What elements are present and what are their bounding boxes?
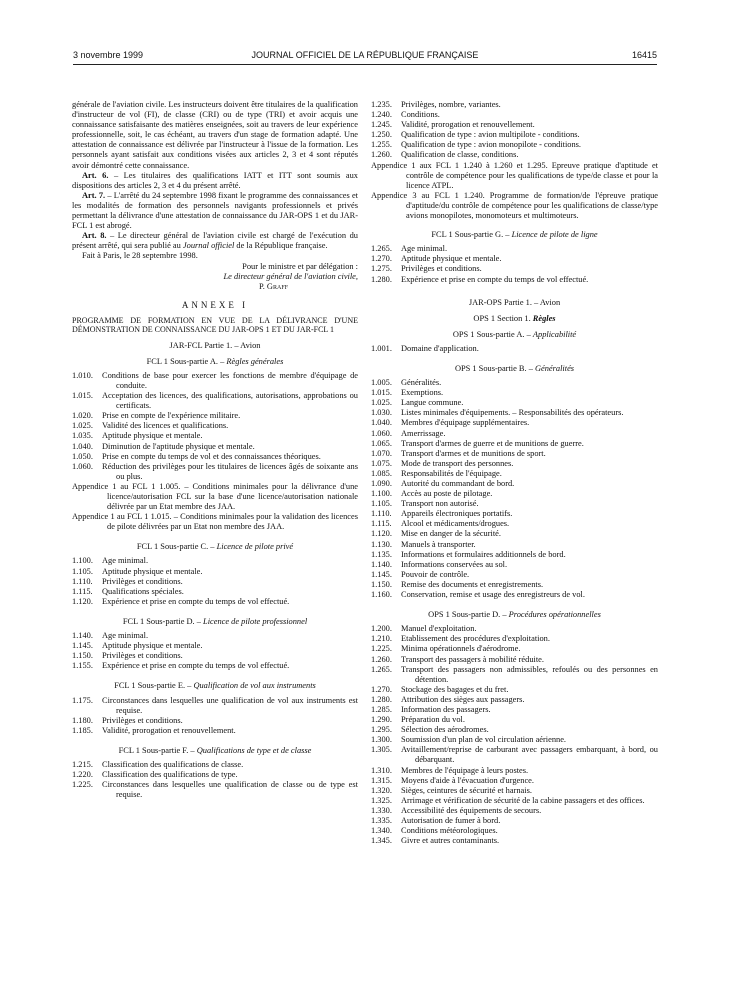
item-number: 1.175. xyxy=(72,695,93,705)
item-text: Avitaillement/reprise de carburant avec passagers embarquant, à bord, ou débarquant. xyxy=(401,745,658,765)
item-text: Stockage des bagages et du fret. xyxy=(401,684,509,694)
section-d-heading: FCL 1 Sous-partie D. – Licence de pilote professionnel xyxy=(122,616,308,626)
list-item xyxy=(371,655,658,665)
item-text: Remise des documents et enregistrements. xyxy=(401,579,544,589)
list-item xyxy=(72,726,358,736)
left-column xyxy=(72,100,358,800)
list-item xyxy=(371,776,658,786)
item-number: 1.135. xyxy=(371,549,392,559)
item-number: 1.035. xyxy=(72,431,93,441)
header-journal-title: JOURNAL OFFICIEL DE LA RÉPUBLIQUE FRANÇAISE xyxy=(251,50,479,60)
article-8-label: Art. 8. xyxy=(82,231,107,241)
signataire: P. Graff xyxy=(259,281,288,291)
item-text: Prise en compte du temps de vol et des connaissances théoriques. xyxy=(102,451,321,461)
list-item xyxy=(371,408,658,418)
section-a-heading: FCL 1 Sous-partie A. – Règles générales xyxy=(146,356,284,366)
item-number: 1.185. xyxy=(72,725,93,735)
list-item xyxy=(371,479,658,489)
list-item xyxy=(371,264,658,274)
list-item xyxy=(371,344,658,354)
header-rule xyxy=(73,64,657,65)
article-8-journal: Journal officiel xyxy=(182,241,235,251)
list-item xyxy=(72,452,358,462)
item-number: 1.105. xyxy=(72,566,93,576)
article-7 xyxy=(72,191,358,231)
jar-ops-heading: JAR-OPS Partie 1. – Avion xyxy=(468,297,561,307)
item-text: Listes minimales d'équipements. – Responsabilités des opérateurs. xyxy=(401,408,624,418)
article-7-text: – L'arrêté du 24 septembre 1998 fixant le programme des connaissances et les modalités de formation des personnels navigants professionnels et privés permettant la délivrance d'une attestation de connaissance du JAR-OPS 1 et du JAR-FCL 1 est abrogé. xyxy=(72,190,358,231)
list-item xyxy=(371,634,658,644)
item-number: 1.245. xyxy=(371,120,392,130)
list-item xyxy=(371,796,658,806)
item-number: 1.110. xyxy=(72,576,93,586)
section-e-list xyxy=(72,696,358,736)
item-text: Moyens d'aide à l'évacuation d'urgence. xyxy=(401,775,534,785)
section-f-list-continued xyxy=(371,100,658,161)
section-c-list xyxy=(72,556,358,606)
item-number: 1.040. xyxy=(72,441,93,451)
item-text: Diminution de l'aptitude physique et mentale. xyxy=(102,441,255,451)
list-item xyxy=(371,766,658,776)
item-text: Etablissement des procédures d'exploitation. xyxy=(401,634,550,644)
item-number: 1.100. xyxy=(72,556,93,566)
item-number: 1.305. xyxy=(371,745,392,755)
item-text: Age minimal. xyxy=(102,556,149,566)
item-text: Mode de transport des personnes. xyxy=(401,458,514,468)
item-text: Validité, prorogation et renouvellement. xyxy=(102,725,236,735)
item-text: Préparation du vol. xyxy=(401,715,465,725)
appendix-a2: Appendice 1 au FCL 1 1.015. – Conditions minimales pour la validation des licences de pilote délivrées par un Etat non membre des JAA. xyxy=(72,512,358,532)
item-number: 1.115. xyxy=(72,586,93,596)
annexe-title: ANNEXE I xyxy=(181,299,249,310)
item-number: 1.225. xyxy=(72,780,93,790)
item-text: Langue commune. xyxy=(401,398,464,408)
item-text: Arrimage et vérification de sécurité de la cabine passagers et des offices. xyxy=(401,795,645,805)
item-number: 1.290. xyxy=(371,715,392,725)
article-8-end: de la République française. xyxy=(234,241,328,251)
list-item xyxy=(72,577,358,587)
item-text: Conditions météorologiques. xyxy=(401,826,498,836)
item-number: 1.150. xyxy=(371,579,392,589)
list-item xyxy=(371,550,658,560)
list-item xyxy=(72,780,358,800)
item-text: Aptitude physique et mentale. xyxy=(102,431,203,441)
item-text: Amerrissage. xyxy=(401,428,446,438)
item-number: 1.065. xyxy=(371,438,392,448)
item-text: Autorité du commandant de bord. xyxy=(401,479,515,488)
item-number: 1.240. xyxy=(371,110,392,120)
item-text: Soumission d'un plan de vol circulation aérienne. xyxy=(401,735,567,745)
item-text: Privilèges et conditions. xyxy=(102,715,183,725)
item-number: 1.140. xyxy=(72,631,93,641)
article-8 xyxy=(72,231,358,251)
item-text: Alcool et médicaments/drogues. xyxy=(401,519,510,529)
item-number: 1.275. xyxy=(371,264,392,274)
section-g-heading: FCL 1 Sous-partie G. – Licence de pilote de ligne xyxy=(431,230,598,240)
item-text: Acceptation des licences, des qualifications, autorisations, approbations ou certificats. xyxy=(102,391,358,411)
item-text: Sièges, ceintures de sécurité et harnais. xyxy=(401,785,532,795)
item-number: 1.285. xyxy=(371,704,392,714)
item-number: 1.210. xyxy=(371,634,392,644)
section-c-heading: FCL 1 Sous-partie C. – Licence de pilote privé xyxy=(136,542,294,552)
item-text: Membres d'équipage supplémentaires. xyxy=(401,418,530,428)
item-text: Qualification de type : avion monopilote - conditions. xyxy=(401,140,582,150)
jar-fcl-heading: JAR-FCL Partie 1. – Avion xyxy=(169,340,261,350)
item-text: Accès au poste de pilotage. xyxy=(401,489,493,499)
ops-section-b-list xyxy=(371,378,658,600)
item-text: Transport des passagers à mobilité réduite. xyxy=(401,654,544,664)
list-item xyxy=(72,597,358,607)
item-number: 1.260. xyxy=(371,150,392,160)
article-8-text: – Le directeur général de l'aviation civile est chargé de l'exécution du présent arrêté, qui sera publié au xyxy=(72,231,358,251)
list-item xyxy=(371,806,658,816)
list-item xyxy=(371,254,658,264)
list-item xyxy=(72,421,358,431)
item-text: Membres de l'équipage à leurs postes. xyxy=(401,765,529,775)
list-item xyxy=(371,519,658,529)
item-number: 1.270. xyxy=(371,684,392,694)
section-f-list xyxy=(72,760,358,800)
article-6-text: – Les titulaires des qualifications IATT et ITT sont soumis aux dispositions des articles 2, 3 et 4 du présent arrêté. xyxy=(72,170,358,190)
item-number: 1.280. xyxy=(371,274,392,284)
item-number: 1.225. xyxy=(371,644,392,654)
item-text: Attribution des sièges aux passagers. xyxy=(401,694,525,704)
list-item xyxy=(371,695,658,705)
item-number: 1.280. xyxy=(371,694,392,704)
list-item xyxy=(371,469,658,479)
item-text: Informations conservées au sol. xyxy=(401,559,508,569)
item-number: 1.110. xyxy=(371,509,392,519)
item-number: 1.120. xyxy=(371,529,392,539)
item-number: 1.060. xyxy=(72,461,93,471)
item-number: 1.235. xyxy=(371,100,392,109)
item-text: Conditions. xyxy=(401,110,440,120)
list-item xyxy=(371,570,658,580)
item-number: 1.335. xyxy=(371,816,392,825)
item-number: 1.030. xyxy=(371,408,392,418)
list-item xyxy=(371,120,658,130)
list-item xyxy=(72,411,358,421)
list-item xyxy=(371,489,658,499)
list-item xyxy=(72,661,358,671)
item-text: Validité des licences et qualifications. xyxy=(102,421,229,431)
item-number: 1.315. xyxy=(371,775,392,785)
item-text: Givre et autres contaminants. xyxy=(401,836,500,846)
list-item xyxy=(72,760,358,770)
item-text: Qualification de type : avion multipilote - conditions. xyxy=(401,130,580,140)
item-text: Qualifications spéciales. xyxy=(102,586,184,596)
list-item xyxy=(371,398,658,408)
ops-section-a-heading: OPS 1 Sous-partie A. – Applicabilité xyxy=(452,329,577,339)
ops-section-1-heading: OPS 1 Section 1. Règles xyxy=(473,313,556,323)
item-number: 1.060. xyxy=(371,428,392,438)
item-number: 1.015. xyxy=(72,391,93,401)
item-number: 1.025. xyxy=(371,398,392,408)
list-item xyxy=(371,745,658,765)
list-item xyxy=(371,715,658,725)
list-item xyxy=(371,725,658,735)
item-number: 1.255. xyxy=(371,140,392,150)
list-item xyxy=(371,100,658,110)
item-text: Manuel d'exploitation. xyxy=(401,624,477,634)
item-number: 1.265. xyxy=(371,664,392,674)
item-text: Réduction des privilèges pour les titulaires de licences âgés de soixante ans ou plus. xyxy=(102,461,358,481)
list-item xyxy=(371,378,658,388)
list-item xyxy=(371,705,658,715)
list-item xyxy=(371,244,658,254)
list-item xyxy=(371,644,658,654)
item-number: 1.015. xyxy=(371,388,392,398)
section-d-list xyxy=(72,631,358,671)
list-item xyxy=(371,509,658,519)
item-number: 1.010. xyxy=(72,370,93,380)
item-text: Aptitude physique et mentale. xyxy=(102,641,203,651)
list-item xyxy=(371,449,658,459)
item-text: Transport des passagers non admissibles, refoulés ou des personnes en détention. xyxy=(401,664,658,684)
list-item xyxy=(72,716,358,726)
item-text: Transport non autorisé. xyxy=(401,499,479,509)
item-number: 1.250. xyxy=(371,130,392,140)
list-item xyxy=(371,735,658,745)
article-6-label: Art. 6. xyxy=(82,170,109,180)
item-text: Accessibilité des équipements de secours. xyxy=(401,805,542,815)
list-item xyxy=(371,388,658,398)
ops-section-d-heading: OPS 1 Sous-partie D. – Procédures opérationnelles xyxy=(428,610,601,620)
ops-section-b-heading: OPS 1 Sous-partie B. – Généralités xyxy=(454,363,575,373)
list-item xyxy=(371,786,658,796)
item-text: Sélection des aérodromes. xyxy=(401,725,489,735)
item-text: Privilèges et conditions. xyxy=(102,576,183,586)
list-item xyxy=(371,685,658,695)
item-text: Généralités. xyxy=(401,378,442,388)
item-number: 1.140. xyxy=(371,559,392,569)
item-number: 1.330. xyxy=(371,805,392,815)
item-text: Domaine d'application. xyxy=(401,343,479,353)
item-number: 1.270. xyxy=(371,254,392,264)
item-text: Privilèges et conditions. xyxy=(401,264,482,274)
list-item xyxy=(371,624,658,634)
item-text: Expérience et prise en compte du temps de vol effectué. xyxy=(401,274,589,284)
item-number: 1.200. xyxy=(371,624,392,634)
list-item xyxy=(371,110,658,120)
item-number: 1.345. xyxy=(371,836,392,846)
list-item xyxy=(371,580,658,590)
list-item xyxy=(371,560,658,570)
list-item xyxy=(371,140,658,150)
list-item xyxy=(72,696,358,716)
item-text: Informations et formulaires additionnels de bord. xyxy=(401,549,566,559)
delegation-line: Pour le ministre et par délégation : xyxy=(242,261,358,271)
list-item xyxy=(371,665,658,685)
appendix-a1: Appendice 1 au FCL 1 1.005. – Conditions minimales pour la délivrance d'une licence/autorisation FCL sur la base d'une licence/autorisation nationale délivrée par un Etat membre des JAA. xyxy=(72,481,358,512)
item-number: 1.295. xyxy=(371,725,392,735)
item-number: 1.265. xyxy=(371,244,392,254)
section-a-list xyxy=(72,371,358,482)
item-text: Prise en compte de l'expérience militaire. xyxy=(102,411,241,421)
item-number: 1.115. xyxy=(371,519,392,529)
list-item xyxy=(371,130,658,140)
list-item xyxy=(371,826,658,836)
programme-title: PROGRAMME DE FORMATION EN VUE DE LA DÉLIVRANCE D'UNE DÉMONSTRATION DE CONNAISSANCE DU JAR-OPS 1 ET DU JAR-FCL 1 xyxy=(72,315,358,335)
list-item xyxy=(371,275,658,285)
item-number: 1.145. xyxy=(72,641,93,651)
appendix-f2: Appendice 3 au FCL 1 1.240. Programme de formation/de l'épreuve pratique d'aptitude/du contrôle de compétence pour les qualifications de classe/type avions monopilotes, monomoteurs et multimoteurs. xyxy=(371,190,658,221)
item-number: 1.180. xyxy=(72,715,93,725)
article-6 xyxy=(72,171,358,191)
list-item xyxy=(72,587,358,597)
item-text: Circonstances dans lesquelles une qualification de classe ou de type est requise. xyxy=(102,780,358,800)
list-item xyxy=(72,556,358,566)
list-item xyxy=(371,439,658,449)
item-number: 1.145. xyxy=(371,569,392,579)
item-number: 1.085. xyxy=(371,468,392,478)
ops-section-a-list xyxy=(371,344,658,354)
item-text: Qualification de classe, conditions. xyxy=(401,150,519,160)
item-number: 1.070. xyxy=(371,448,392,458)
list-item xyxy=(72,371,358,391)
list-item xyxy=(371,590,658,600)
list-item xyxy=(371,529,658,539)
item-text: Validité, prorogation et renouvellement. xyxy=(401,120,535,130)
header-page-number: 16415 xyxy=(631,50,657,60)
item-number: 1.100. xyxy=(371,489,392,499)
fait-a-paris: Fait à Paris, le 28 septembre 1998. xyxy=(82,251,198,261)
directeur-line: Le directeur général de l'aviation civile, xyxy=(223,271,358,281)
item-text: Age minimal. xyxy=(102,631,149,641)
item-text: Classification des qualifications de type. xyxy=(102,770,238,780)
list-item xyxy=(371,459,658,469)
item-text: Minima opérationnels d'aérodrome. xyxy=(401,644,521,654)
item-text: Autorisation de fumer à bord. xyxy=(401,816,501,825)
item-number: 1.300. xyxy=(371,735,392,745)
item-text: Circonstances dans lesquelles une qualification de vol aux instruments est requise. xyxy=(102,695,358,715)
item-number: 1.025. xyxy=(72,421,93,431)
right-column xyxy=(371,100,658,846)
item-text: Information des passagers. xyxy=(401,704,491,714)
item-text: Age minimal. xyxy=(401,244,448,254)
item-number: 1.160. xyxy=(371,590,392,600)
item-text: Classification des qualifications de classe. xyxy=(102,759,244,769)
intro-paragraph: générale de l'aviation civile. Les instructeurs doivent être titulaires de la qualification d'instructeur de vol (FI), de classe (CRI) ou de type (TRI) et avoir acquis une connaissance satisfaisante des matières enseignées, soit au travers de leur expérience professionnelle, soit, le cas échéant, au travers d'un stage de formation adapté. Une attestation de connaissance est délivrée par l'instructeur à l'issue de la formation. Les personnels ayant satisfait aux conditions visées aux articles 2, 3 et 4 sont réputés avoir démontré cette connaissance. xyxy=(72,100,358,170)
list-item xyxy=(371,499,658,509)
item-number: 1.155. xyxy=(72,661,93,671)
item-number: 1.215. xyxy=(72,759,93,769)
list-item xyxy=(72,462,358,482)
ops-section-d-list xyxy=(371,624,658,846)
item-number: 1.090. xyxy=(371,479,392,488)
list-item xyxy=(72,641,358,651)
item-number: 1.220. xyxy=(72,770,93,780)
item-text: Exemptions. xyxy=(401,388,444,398)
item-number: 1.105. xyxy=(371,499,392,509)
item-text: Conservation, remise et usage des enregistreurs de vol. xyxy=(401,590,585,600)
page-header xyxy=(73,50,657,64)
article-7-label: Art. 7. xyxy=(82,190,106,200)
list-item xyxy=(72,567,358,577)
item-text: Aptitude physique et mentale. xyxy=(102,566,203,576)
list-item xyxy=(72,631,358,641)
item-text: Appareils électroniques portatifs. xyxy=(401,509,513,519)
list-item xyxy=(72,442,358,452)
list-item xyxy=(371,150,658,160)
list-item xyxy=(72,651,358,661)
item-text: Expérience et prise en compte du temps de vol effectué. xyxy=(102,596,290,606)
header-date: 3 novembre 1999 xyxy=(73,50,144,60)
list-item xyxy=(371,540,658,550)
list-item xyxy=(371,816,658,826)
list-item xyxy=(72,391,358,411)
item-number: 1.040. xyxy=(371,418,392,428)
item-text: Expérience et prise en compte du temps de vol effectué. xyxy=(102,661,290,671)
item-number: 1.001. xyxy=(371,343,392,353)
item-number: 1.260. xyxy=(371,654,392,664)
item-number: 1.050. xyxy=(72,451,93,461)
item-number: 1.005. xyxy=(371,378,392,388)
section-e-heading: FCL 1 Sous-partie E. – Qualification de vol aux instruments xyxy=(114,681,316,691)
section-g-list xyxy=(371,244,658,284)
item-text: Pouvoir de contrôle. xyxy=(401,569,470,579)
section-f-heading: FCL 1 Sous-partie F. – Qualifications de type et de classe xyxy=(118,745,312,755)
item-text: Privilèges et conditions. xyxy=(102,651,183,661)
item-text: Aptitude physique et mentale. xyxy=(401,254,502,264)
appendix-f1: Appendice 1 aux FCL 1 1.240 à 1.260 et 1.295. Epreuve pratique d'aptitude et contrôle de compétence pour les qualifications de type/de classe et pour la licence ATPL. xyxy=(371,160,658,190)
item-number: 1.340. xyxy=(371,826,392,836)
item-number: 1.325. xyxy=(371,795,392,805)
item-number: 1.130. xyxy=(371,539,392,549)
list-item xyxy=(72,431,358,441)
item-text: Manuels à transporter. xyxy=(401,539,476,549)
item-text: Conditions de base pour exercer les fonctions de membre d'équipage de conduite. xyxy=(102,370,358,390)
item-number: 1.150. xyxy=(72,651,93,661)
list-item xyxy=(371,429,658,439)
list-item xyxy=(371,836,658,846)
item-number: 1.020. xyxy=(72,411,93,421)
item-number: 1.120. xyxy=(72,596,93,606)
item-number: 1.320. xyxy=(371,785,392,795)
item-text: Transport d'armes et de munitions de sport. xyxy=(401,448,546,458)
item-text: Privilèges, nombre, variantes. xyxy=(401,100,501,109)
list-item xyxy=(72,770,358,780)
list-item xyxy=(371,418,658,428)
item-text: Transport d'armes de guerre et de munitions de guerre. xyxy=(401,438,584,448)
item-text: Responsabilités de l'équipage. xyxy=(401,468,502,478)
item-text: Mise en danger de la sécurité. xyxy=(401,529,501,539)
item-number: 1.075. xyxy=(371,458,392,468)
item-number: 1.310. xyxy=(371,765,392,775)
